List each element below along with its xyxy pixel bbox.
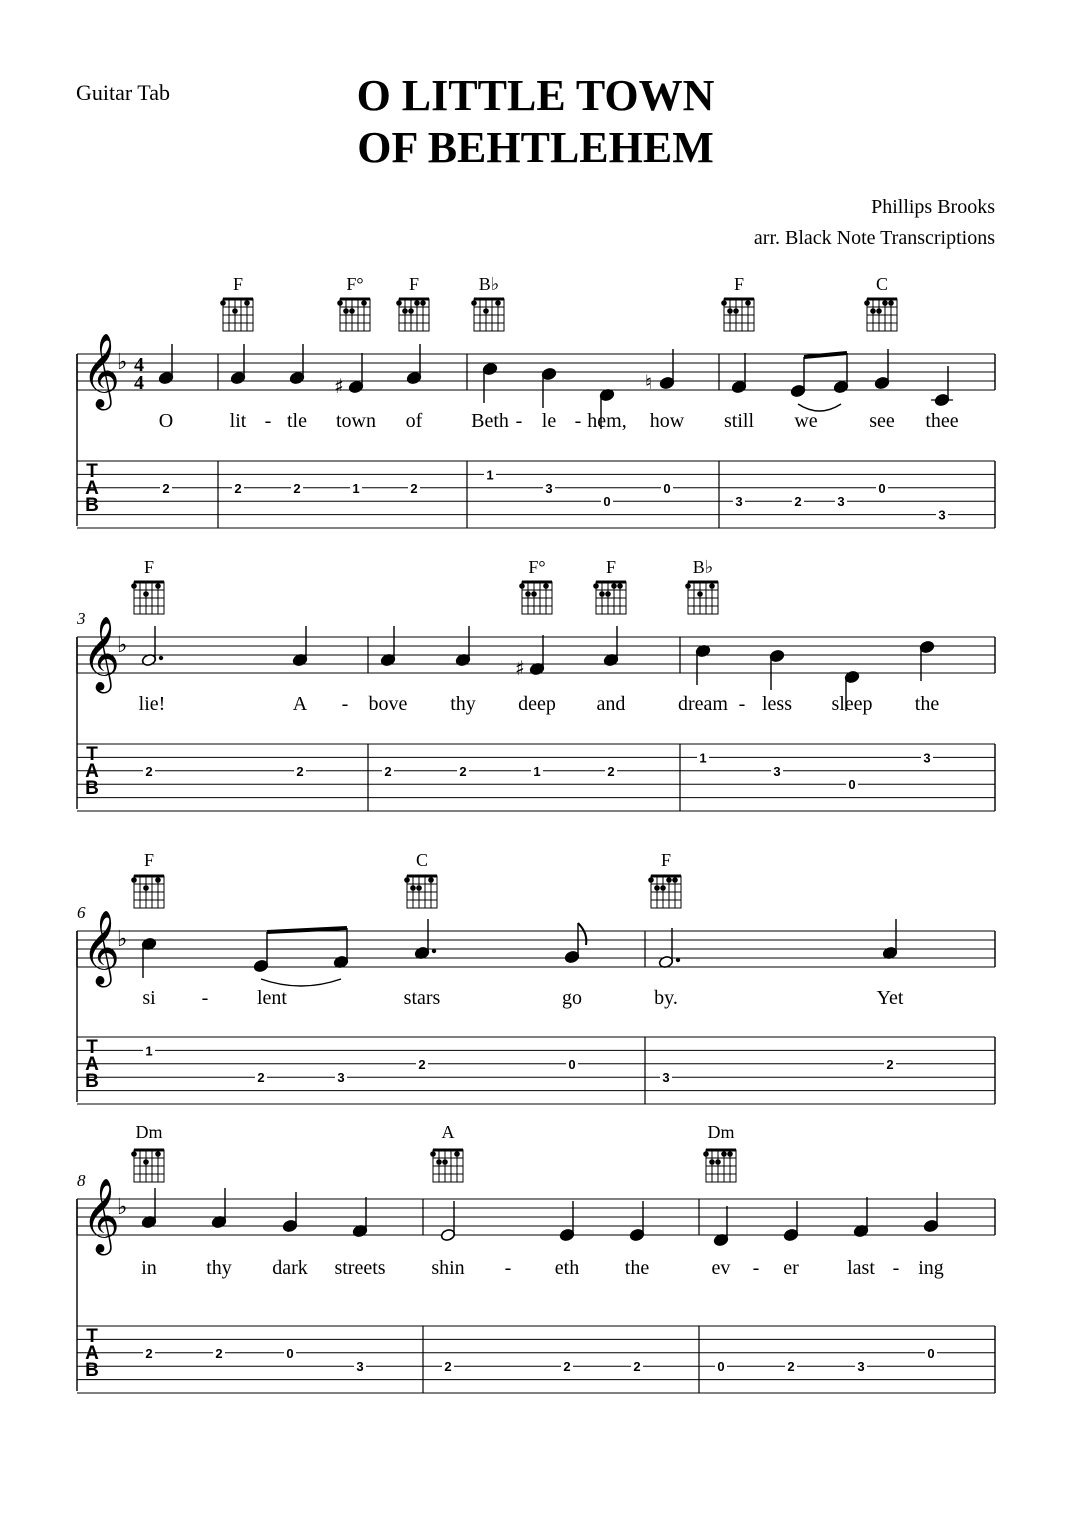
note (919, 640, 934, 681)
lyric-syllable: sleep (831, 693, 873, 715)
lyric-syllable: dream (678, 693, 728, 715)
lyric-syllable: dark (272, 1257, 308, 1279)
lyric-syllable: ev (711, 1257, 731, 1279)
composer-credit: Phillips Brooks (871, 196, 995, 218)
fret-number: 2 (787, 1359, 795, 1375)
note (406, 344, 421, 385)
lyric-syllable: the (624, 1257, 650, 1279)
key-signature-flat-icon: ♭ (117, 350, 128, 375)
accidental-icon: ♮ (645, 370, 653, 394)
fret-number: 0 (927, 1345, 935, 1361)
lyric-syllable: - (752, 1257, 760, 1279)
lyric-syllable: stars (403, 987, 441, 1009)
tab-clef-letter: B (85, 1071, 99, 1092)
lyric-syllable: tle (287, 410, 307, 432)
tab-clef-letter: A (85, 478, 99, 499)
fret-number: 3 (857, 1359, 865, 1375)
chord-name: Dm (135, 1122, 163, 1142)
note (440, 1201, 455, 1242)
note (559, 1201, 574, 1242)
tab-staff (77, 461, 995, 528)
note (289, 344, 304, 385)
fret-number: 2 (459, 763, 467, 779)
chord-diagram-icon (337, 299, 370, 331)
fret-number: 2 (145, 1345, 153, 1361)
chord-diagram-icon (131, 876, 164, 908)
chord-name: F (605, 557, 617, 577)
fret-number: 3 (923, 750, 931, 766)
lyric-syllable: thy (450, 693, 476, 715)
fret-number: 0 (717, 1359, 725, 1375)
fret-number: 2 (410, 480, 418, 496)
chord-diagram-icon (703, 1150, 736, 1182)
chord-name: F° (346, 274, 364, 294)
chord-name: F (232, 274, 244, 294)
key-signature-flat-icon: ♭ (117, 633, 128, 658)
note (731, 353, 746, 394)
chord-name: F (660, 850, 672, 870)
fret-number: 1 (352, 480, 360, 496)
chord-name: F (143, 850, 155, 870)
chord-diagram-icon (396, 299, 429, 331)
fret-number: 0 (878, 480, 886, 496)
lyric-syllable: still (723, 410, 755, 432)
lyric-syllable: thy (206, 1257, 232, 1279)
lyric-syllable: the (914, 693, 940, 715)
time-signature-bottom: 4 (134, 372, 144, 394)
treble-clef-icon: 𝄞 (82, 911, 120, 985)
lyric-syllable: - (264, 410, 272, 432)
chord-diagram-icon (864, 299, 897, 331)
fret-number: 3 (735, 494, 743, 510)
lyric-syllable: last (847, 1257, 875, 1279)
system-2 (76, 557, 995, 811)
fret-number: 2 (563, 1359, 571, 1375)
measure-number: 8 (77, 1171, 86, 1190)
lyric-syllable: si (142, 987, 156, 1009)
treble-clef-icon: 𝄞 (82, 334, 120, 408)
lyric-syllable: hem, (587, 410, 627, 432)
chord-name: Dm (707, 1122, 735, 1142)
fret-number: 2 (145, 763, 153, 779)
lyric-syllable: deep (518, 693, 556, 715)
chord-diagram-icon (430, 1150, 463, 1182)
chord-name: A (441, 1122, 455, 1142)
tab-clef-letter: B (85, 495, 99, 516)
chord-diagram-icon (519, 582, 552, 614)
chord-name: F° (528, 557, 546, 577)
fret-number: 3 (356, 1359, 364, 1375)
fret-number: 3 (837, 494, 845, 510)
fret-number: 2 (633, 1359, 641, 1375)
measure-number: 3 (77, 609, 86, 628)
lyric-syllable: of (405, 410, 423, 432)
fret-number: 2 (886, 1056, 894, 1072)
fret-number: 0 (603, 494, 611, 510)
fret-number: 3 (773, 763, 781, 779)
chord-name: C (415, 850, 429, 870)
lyric-syllable: - (574, 410, 582, 432)
note (658, 928, 680, 969)
lyric-syllable: - (504, 1257, 512, 1279)
fret-number: 2 (296, 763, 304, 779)
chord-diagram-icon (721, 299, 754, 331)
key-signature-flat-icon: ♭ (117, 1195, 128, 1220)
note (629, 1201, 644, 1242)
chord-diagram-icon (593, 582, 626, 614)
lyric-syllable: town (336, 410, 376, 432)
note (482, 362, 497, 403)
tab-clef-letter: A (85, 1343, 99, 1364)
lyric-syllable: in (141, 1257, 157, 1279)
lyric-syllable: we (794, 410, 818, 432)
tab-clef-letter: A (85, 761, 99, 782)
title-line-2: OF BEHTLEHEM (357, 123, 714, 172)
fret-number: 2 (257, 1070, 265, 1086)
lyric-syllable: le (541, 410, 557, 432)
lyric-syllable: er (783, 1257, 799, 1279)
score-type-label: Guitar Tab (76, 80, 170, 105)
chord-diagram-icon (685, 582, 718, 614)
tab-clef-letter: T (86, 1037, 98, 1058)
fret-number: 1 (699, 750, 707, 766)
accidental-icon: ♯ (334, 374, 344, 398)
tab-clef-letter: B (85, 1360, 99, 1381)
chord-diagram-icon (131, 1150, 164, 1182)
chord-name: B♭ (478, 274, 500, 294)
fret-number: 3 (545, 480, 553, 496)
tab-clef-letter: A (85, 1054, 99, 1075)
note (334, 353, 364, 398)
chord-name: C (875, 274, 889, 294)
lyric-syllable: eth (554, 1257, 580, 1279)
lyric-syllable: - (892, 1257, 900, 1279)
lyric-syllable: A (292, 693, 308, 715)
tab-staff (77, 1037, 995, 1104)
key-signature-flat-icon: ♭ (117, 927, 128, 952)
chord-name: F (408, 274, 420, 294)
note (695, 644, 710, 685)
note (882, 919, 897, 960)
fret-number: 2 (293, 480, 301, 496)
note (414, 919, 436, 960)
fret-number: 2 (384, 763, 392, 779)
fret-number: 2 (794, 494, 802, 510)
lyric-syllable: lie! (138, 693, 166, 715)
tab-staff (77, 744, 995, 811)
fret-number: 0 (286, 1345, 294, 1361)
fret-number: 3 (662, 1070, 670, 1086)
time-signature-top: 4 (134, 354, 144, 376)
treble-clef-icon: 𝄞 (82, 617, 120, 691)
staff (77, 334, 995, 429)
fret-number: 1 (533, 763, 541, 779)
chord-name: B♭ (692, 557, 714, 577)
chord-diagram-icon (404, 876, 437, 908)
lyric-syllable: by. (654, 987, 678, 1009)
tab-clef-letter: B (85, 778, 99, 799)
lyric-syllable: lent (257, 987, 287, 1009)
staff (77, 911, 995, 988)
lyric-syllable: - (738, 693, 746, 715)
lyric-syllable: how (649, 410, 685, 432)
chord-diagram-icon (220, 299, 253, 331)
chord-name: F (143, 557, 155, 577)
lyric-syllable: streets (334, 1257, 386, 1279)
fret-number: 0 (568, 1056, 576, 1072)
lyric-syllable: less (762, 693, 792, 715)
fret-number: 2 (162, 480, 170, 496)
fret-number: 3 (337, 1070, 345, 1086)
arranger-credit: arr. Black Note Transcriptions (753, 227, 995, 249)
fret-number: 1 (145, 1043, 153, 1059)
tab-staff (77, 1326, 995, 1393)
fret-number: 3 (938, 507, 946, 523)
fret-number: 2 (444, 1359, 452, 1375)
note (923, 1192, 938, 1233)
fret-number: 2 (418, 1056, 426, 1072)
fret-number: 2 (215, 1345, 223, 1361)
chord-diagram-icon (131, 582, 164, 614)
chord-diagram-icon (471, 299, 504, 331)
lyric-syllable: go (562, 987, 582, 1009)
lyric-syllable: Yet (876, 987, 904, 1009)
tab-clef-letter: T (86, 461, 98, 482)
lyric-syllable: and (596, 693, 626, 715)
note (158, 344, 173, 385)
lyric-syllable: - (341, 693, 349, 715)
lyric-syllable: bove (368, 693, 408, 715)
note (833, 353, 848, 394)
lyric-syllable: - (515, 410, 523, 432)
lyric-syllable: lit (229, 410, 247, 432)
note (541, 367, 556, 408)
note (253, 932, 268, 973)
lyric-syllable: O (158, 410, 174, 432)
tab-clef-letter: T (86, 1326, 98, 1347)
accidental-icon: ♯ (515, 656, 525, 680)
staff (77, 1179, 995, 1256)
chord-name: F (733, 274, 745, 294)
fret-number: 2 (607, 763, 615, 779)
note (783, 1201, 798, 1242)
note (874, 349, 889, 390)
note (282, 1192, 297, 1233)
fret-number: 1 (486, 467, 494, 483)
note (769, 649, 784, 690)
note (230, 344, 245, 385)
chord-diagram-icon (648, 876, 681, 908)
title-line-1: O LITTLE TOWN (356, 71, 715, 120)
lyric-syllable: Beth (471, 410, 509, 432)
note (333, 928, 348, 969)
system-3 (77, 850, 995, 1104)
tab-clef-letter: T (86, 744, 98, 765)
measure-number: 6 (77, 903, 86, 922)
system-1 (77, 274, 995, 528)
fret-number: 0 (663, 480, 671, 496)
lyric-syllable: shin (431, 1257, 465, 1279)
lyric-syllable: - (201, 987, 209, 1009)
lyric-syllable: see (869, 410, 895, 432)
treble-clef-icon: 𝄞 (82, 1179, 120, 1253)
fret-number: 0 (848, 777, 856, 793)
lyric-syllable: ing (918, 1257, 944, 1279)
fret-number: 2 (234, 480, 242, 496)
lyric-syllable: thee (925, 410, 959, 432)
system-4 (77, 1122, 995, 1393)
